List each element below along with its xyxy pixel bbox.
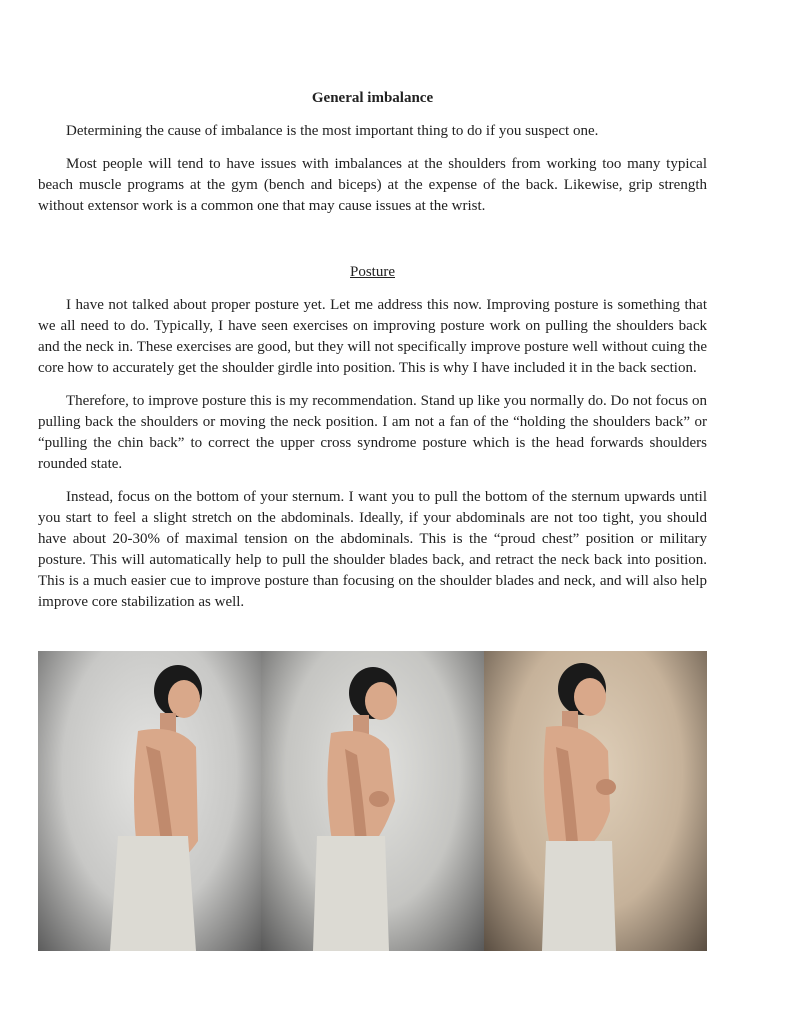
posture-photo-hunched bbox=[261, 651, 484, 951]
paragraph: Instead, focus on the bottom of your sternum. I want you to pull the bottom of the sternum upwards until you start to feel a slight stretch on the abdominals. Ideally, if your abdominals are not too tight, you should have about 20-30% of maximal tension on the abdominals. This is the “proud chest” position or military posture. This will automatically help to pull the shoulder blades back, and retract the neck back into position. This is a much easier cue to improve posture than focusing on the shoulder blades and neck, and will also help improve core stabilization as well. bbox=[38, 489, 707, 610]
paragraph: Determining the cause of imbalance is the most important thing to do if you suspect one. bbox=[66, 123, 599, 139]
paragraph: Therefore, to improve posture this is my recommendation. Stand up like you normally do. Do not focus on pulling back the shoulders or moving the neck position. I am not a fan of the “holding the shoulders back” or “pulling the chin back” to correct the upper cross syndrome posture which is the head forwards shoulders rounded state. bbox=[38, 393, 707, 472]
section-title: General imbalance bbox=[311, 90, 434, 106]
posture-photo-proud-chest bbox=[484, 651, 707, 951]
posture-subheading: Posture bbox=[350, 264, 395, 280]
paragraph: Most people will tend to have issues with imbalances at the shoulders from working too many typical beach muscle programs at the gym (bench and biceps) at the expense of the back. Likewise, grip strength without extensor work is a common one that may cause issues at the wrist. bbox=[38, 156, 707, 214]
paragraph: I have not talked about proper posture yet. Let me address this now. Improving posture is something that we all need to do. Typically, I have seen exercises on improving posture work on pulling the shoulders back and the neck in. These exercises are good, but they will not specifically improve posture well without cuing the core how to accurately get the shoulder girdle into position. This is why I have included it in the back section. bbox=[38, 297, 707, 376]
posture-photo-strip bbox=[38, 651, 707, 951]
posture-photo-normal bbox=[38, 651, 261, 951]
document-page bbox=[38, 88, 707, 625]
